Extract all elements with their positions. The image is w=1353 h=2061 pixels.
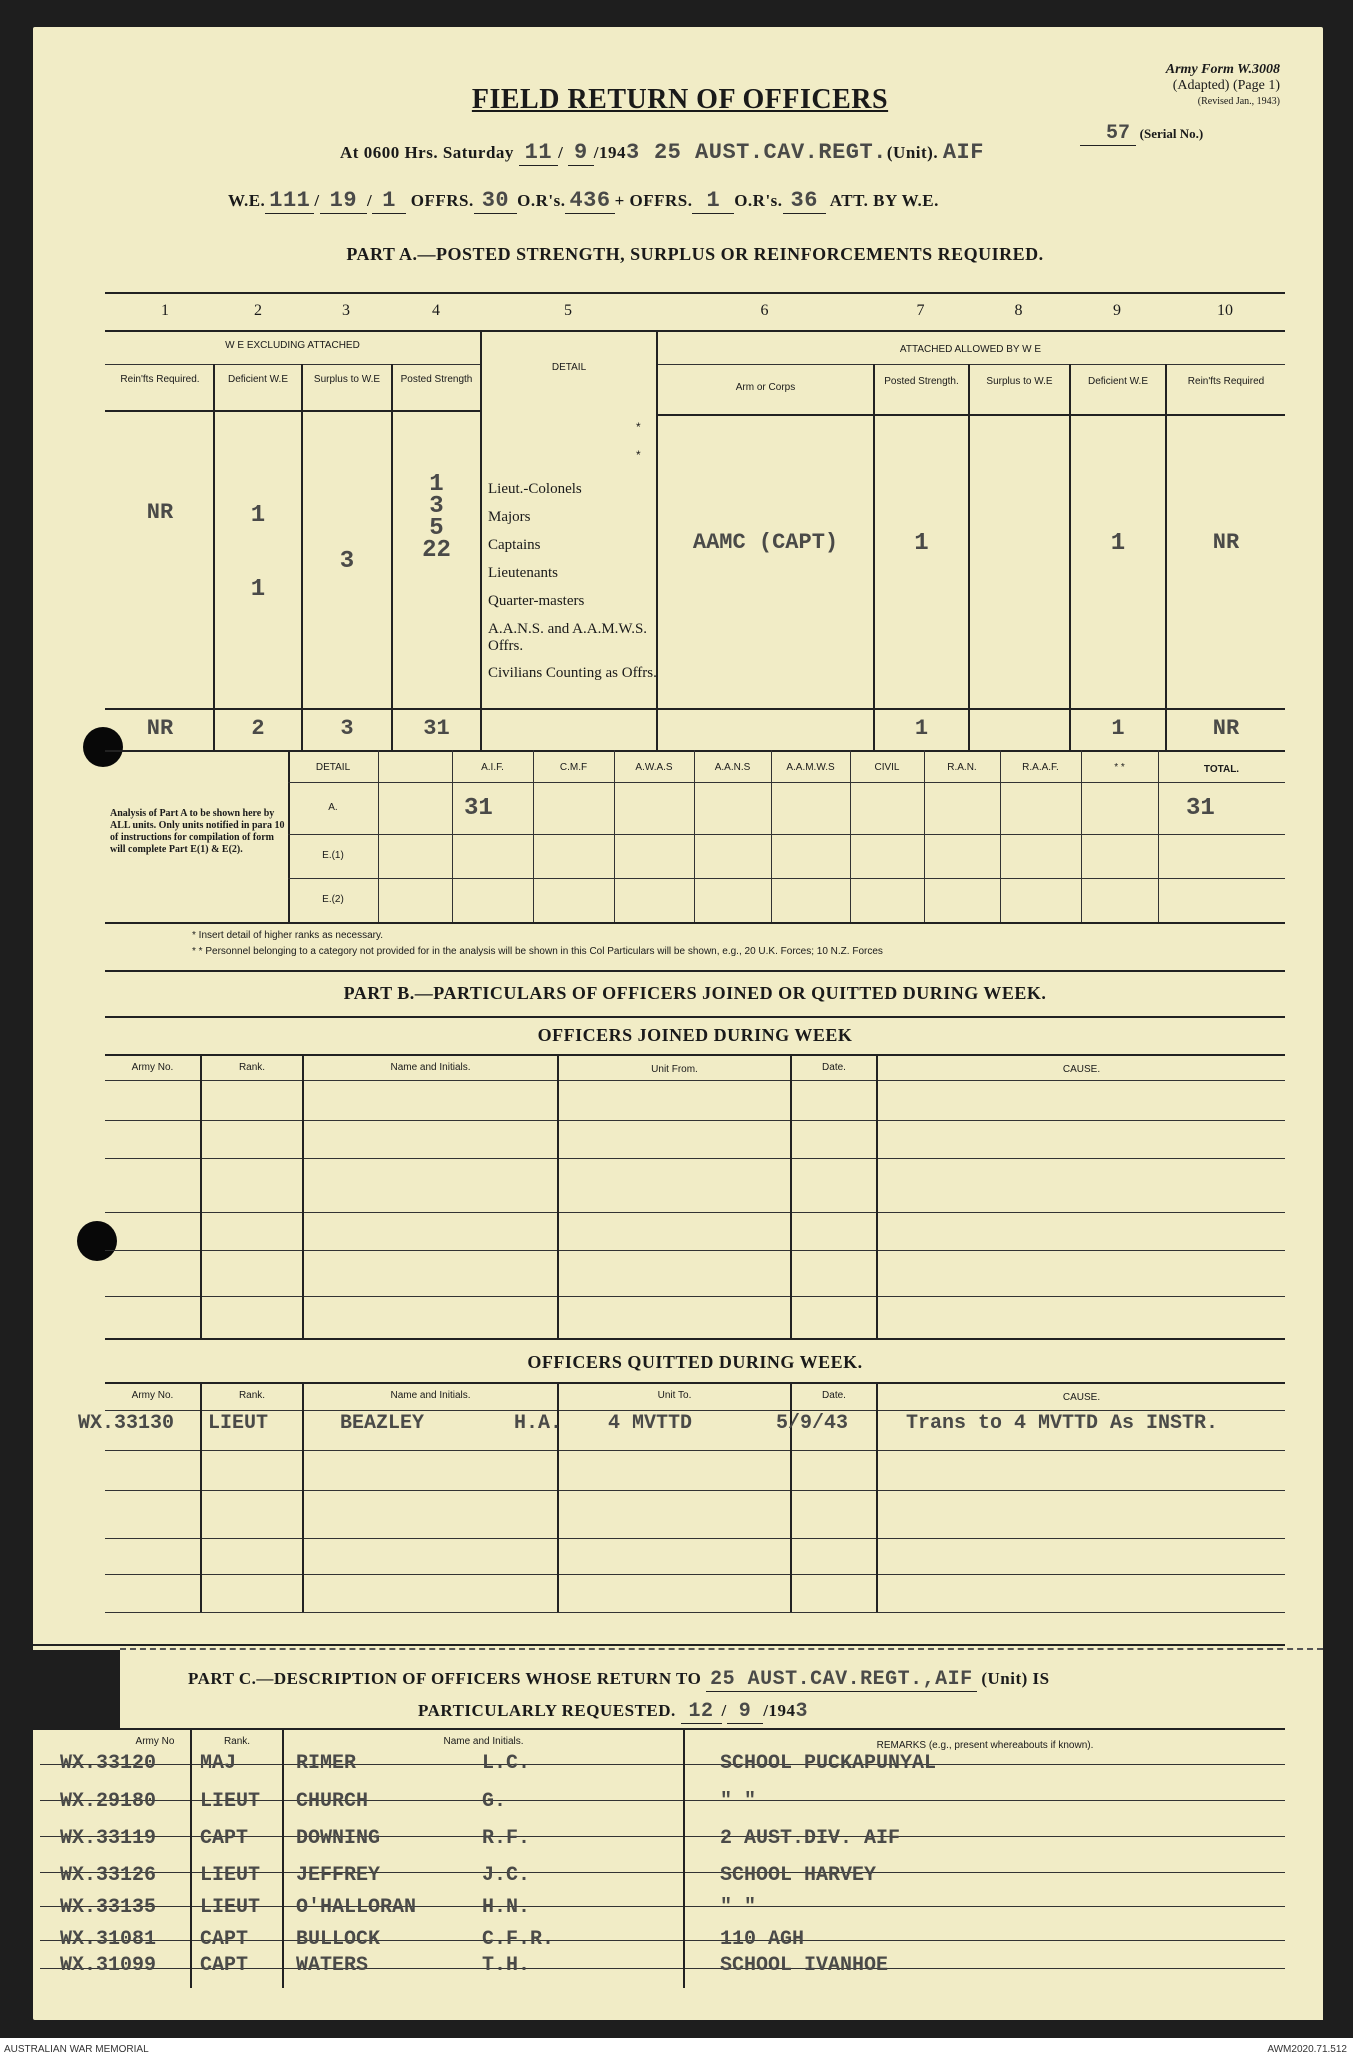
posted-values: [393, 471, 480, 564]
subhead: Deficient W.E: [1087, 376, 1149, 387]
punch-hole-bottom: [77, 1221, 117, 1261]
analysis-head: A.A.M.W.S: [786, 762, 835, 773]
attached-posted-value: 1: [914, 530, 929, 557]
quitted-initials: H.A.: [514, 1412, 563, 1435]
analysis-head: A.A.N.S: [714, 762, 751, 773]
total-value: NR: [146, 716, 174, 741]
quitted-head: Army No.: [131, 1390, 174, 1401]
part-c-cell-rank: CAPT: [200, 1954, 249, 1977]
joined-head: Unit From.: [651, 1064, 698, 1075]
part-c-cell-name: WATERS: [296, 1954, 369, 1977]
part-c-cell-name: RIMER: [296, 1752, 357, 1775]
total-value: 2: [251, 716, 265, 741]
form-revised: (Revised Jan., 1943): [1197, 96, 1280, 107]
part-c-cell-init: T.H.: [482, 1954, 531, 1977]
part-c-head: Rank.: [223, 1736, 251, 1747]
total-value: 31: [423, 716, 450, 741]
part-c-line1: [188, 1668, 1050, 1691]
part-c-cell-no: WX.31081: [60, 1928, 157, 1951]
we3-value: 1: [372, 188, 406, 214]
part-c-cell-rem: " ": [720, 1790, 757, 1813]
subhead: Posted Strength.: [884, 376, 959, 387]
analysis-head: A.W.A.S: [635, 762, 673, 773]
joined-title: OFFICERS JOINED DURING WEEK: [537, 1025, 853, 1045]
posted-value: 1: [429, 471, 444, 498]
part-c-cell-rank: MAJ: [200, 1752, 237, 1775]
part-c-cell-no: WX.33120: [60, 1752, 157, 1775]
ors2-label: O.R's.: [734, 191, 783, 210]
paper-cutout: [33, 1650, 123, 1730]
requested-label: PARTICULARLY REQUESTED.: [418, 1701, 676, 1720]
col-num: 4: [432, 302, 440, 319]
part-c-cell-name: BULLOCK: [296, 1928, 381, 1951]
part-c-month: 9: [727, 1700, 764, 1724]
we1-value: 111: [265, 188, 314, 214]
star-mark: *: [636, 448, 641, 462]
offrs2-value: 1: [692, 188, 734, 214]
attached-rein-value: NR: [1212, 530, 1240, 555]
footnote-1: * Insert detail of higher ranks as necessary.: [192, 930, 384, 941]
part-c-cell-rank: LIEUT: [200, 1896, 261, 1919]
quitted-head: Date.: [822, 1390, 846, 1401]
col-num: 1: [161, 302, 169, 319]
part-c-cell-rem: 110 AGH: [720, 1928, 805, 1951]
we-excluding-heading: W E EXCLUDING ATTACHED: [225, 340, 360, 351]
part-c-cell-name: O'HALLORAN: [296, 1896, 417, 1919]
rank-label: Majors: [488, 509, 531, 525]
analysis-head: R.A.A.F.: [1022, 762, 1059, 773]
total-analysis-value: 31: [1186, 795, 1215, 822]
part-c-cell-init: H.N.: [482, 1896, 531, 1919]
quitted-head: CAUSE.: [1062, 1392, 1101, 1403]
part-c-year: 3: [795, 1700, 809, 1723]
analysis-row-label: E.(1): [322, 850, 344, 861]
part-c-cell-name: CHURCH: [296, 1790, 369, 1813]
quitted-head: Unit To.: [657, 1390, 692, 1401]
part-c-cell-rank: LIEUT: [200, 1790, 261, 1813]
subhead: Rein'fts Required.: [120, 374, 200, 385]
part-c-label: PART C.—DESCRIPTION OF OFFICERS WHOSE RETURN TO: [188, 1669, 702, 1688]
part-c-cell-rem: SCHOOL HARVEY: [720, 1864, 877, 1887]
quitted-date: 5/9/43: [776, 1412, 849, 1435]
header-we-line: W.E. 111 / 19 / 1 OFFRS. 30 O.R's. 436 + OFFRS. 1 O.R's. 36 ATT. BY W.E.: [228, 188, 939, 213]
col-num: 7: [916, 302, 925, 319]
star-mark: *: [636, 420, 641, 434]
analysis-head: CIVIL: [874, 762, 900, 773]
part-c-cell-rank: LIEUT: [200, 1864, 261, 1887]
part-c-cell-no: WX.29180: [60, 1790, 157, 1813]
quitted-head: Rank.: [238, 1390, 266, 1401]
total-value: 1: [914, 716, 929, 741]
at-label: At 0600 Hrs. Saturday: [340, 143, 514, 162]
we-label: W.E.: [228, 191, 266, 210]
aif-value: 31: [464, 795, 493, 822]
analysis-head: DETAIL: [315, 762, 351, 773]
col-num: 10: [1217, 302, 1233, 319]
analysis-head: C.M.F: [559, 762, 588, 773]
joined-head: Name and Initials.: [390, 1062, 471, 1073]
part-c-line2: PARTICULARLY REQUESTED. 12 / 9 /1943: [418, 1700, 809, 1723]
rank-label: A.A.N.S. and A.A.M.W.S. Offrs.: [488, 621, 648, 654]
quitted-unit: 4 MVTTD: [608, 1412, 693, 1435]
footer: [0, 2038, 1353, 2061]
quitted-rank: LIEUT: [208, 1412, 269, 1435]
part-c-cell-rank: CAPT: [200, 1928, 249, 1951]
footer-right: AWM2020.71.512: [1267, 2044, 1347, 2055]
analysis-row-label: E.(2): [322, 894, 344, 905]
posted-value: 5: [429, 515, 444, 542]
col-num: 8: [1014, 302, 1023, 319]
part-a-title: PART A.—POSTED STRENGTH, SURPLUS OR REINFORCEMENTS REQUIRED.: [346, 244, 1044, 264]
we2-value: 19: [320, 188, 367, 214]
footer-left: AUSTRALIAN WAR MEMORIAL: [4, 2044, 149, 2055]
quitted-name: BEAZLEY: [340, 1412, 425, 1435]
quitted-title: OFFICERS QUITTED DURING WEEK.: [527, 1352, 863, 1372]
col-num: 2: [254, 302, 262, 319]
serial-label: (Serial No.): [1139, 126, 1204, 141]
plus-sign: +: [614, 191, 625, 210]
part-c-cell-rem: " ": [720, 1896, 757, 1919]
part-c-cell-no: WX.33126: [60, 1864, 157, 1887]
analysis-head: A.I.F.: [481, 762, 504, 773]
col-num: 9: [1113, 302, 1121, 319]
joined-head: Date.: [822, 1062, 846, 1073]
col-num: 3: [342, 302, 350, 319]
rank-label: Captains: [488, 537, 541, 553]
part-c-cell-init: C.F.R.: [482, 1928, 555, 1951]
form-id: Army Form W.3008: [1165, 62, 1280, 77]
total-value: NR: [1212, 716, 1240, 741]
ors-label: O.R's.: [517, 191, 566, 210]
total-value: 1: [1111, 716, 1125, 741]
part-c-cell-rem: SCHOOL PUCKAPUNYAL: [720, 1752, 937, 1775]
subhead: Posted Strength: [400, 374, 473, 385]
year-digit: 3: [625, 140, 640, 165]
part-c-cell-name: JEFFREY: [296, 1864, 381, 1887]
quitted-head: Name and Initials.: [390, 1390, 471, 1401]
day-value: 11: [519, 140, 558, 166]
quitted-cause: Trans to 4 MVTTD As INSTR.: [906, 1412, 1219, 1435]
unit-suffix: AIF: [942, 140, 984, 165]
part-c-cell-init: L.C.: [482, 1752, 531, 1775]
part-c-head: Army No: [135, 1736, 175, 1747]
ors-value: 436: [565, 188, 614, 214]
rank-label: Quarter-masters: [488, 593, 585, 609]
posted-value: 3: [429, 493, 444, 520]
part-c-cell-init: G.: [482, 1790, 507, 1813]
analysis-head: TOTAL.: [1203, 764, 1240, 775]
part-c-cell-name: DOWNING: [296, 1827, 381, 1850]
subhead: Surplus to W.E: [313, 374, 381, 385]
total-value: 3: [340, 716, 354, 741]
offrs2-label: OFFRS.: [629, 191, 693, 210]
posted-value: 22: [422, 537, 451, 564]
subhead: Arm or Corps: [735, 382, 796, 393]
part-c-cell-no: WX.33135: [60, 1896, 157, 1919]
part-c-cell-rem: SCHOOL IVANHOE: [720, 1954, 889, 1977]
part-c-cell-rank: CAPT: [200, 1827, 249, 1850]
analysis-head: R.A.N.: [947, 762, 977, 773]
deficient-value: 1: [250, 576, 266, 603]
part-c-head: REMARKS (e.g., present whereabouts if known).: [876, 1740, 1094, 1751]
detail-heading: DETAIL: [551, 362, 587, 373]
joined-head: Rank.: [238, 1062, 266, 1073]
rank-label: Civilians Counting as Offrs.: [488, 665, 657, 681]
part-c-cell-rem: 2 AUST.DIV. AIF: [720, 1827, 901, 1850]
analysis-note: Analysis of Part A to be shown here by ALL units. Only units notified in para 10 of instructions for compilation of form will complete Part E(1) & E(2).: [110, 808, 285, 855]
analysis-head: * *: [1114, 762, 1125, 773]
col-num: 6: [760, 302, 769, 319]
part-c-cell-no: WX.33119: [60, 1827, 157, 1850]
form-adapted: (Adapted) (Page 1): [1172, 78, 1280, 93]
part-c-day: 12: [681, 1700, 722, 1724]
part-b-title: PART B.—PARTICULARS OF OFFICERS JOINED OR QUITTED DURING WEEK.: [343, 983, 1047, 1003]
rank-label: Lieutenants: [488, 565, 558, 581]
part-c-unit: 25 AUST.CAV.REGT.,AIF: [706, 1668, 977, 1692]
month-value: 9: [568, 140, 594, 166]
part-c-cell-init: R.F.: [482, 1827, 531, 1850]
deficient-value: 1: [250, 502, 266, 529]
page-title: FIELD RETURN OF OFFICERS: [471, 84, 889, 115]
part-c-year-prefix: /194: [763, 1701, 796, 1720]
header-date-line: At 0600 Hrs. Saturday 11 / 9 /1943 25 AUST.CAV.REGT.(Unit). AIF: [340, 140, 984, 165]
serial-number: [1080, 122, 1280, 145]
rank-list: [488, 475, 658, 682]
serial-value: 57: [1080, 122, 1136, 146]
joined-head: CAUSE.: [1062, 1064, 1101, 1075]
part-c-cell-init: J.C.: [482, 1864, 531, 1887]
unit-value: 25 AUST.CAV.REGT.: [653, 140, 887, 165]
attached-deficient-value: 1: [1110, 530, 1126, 557]
col-num: 5: [564, 302, 572, 319]
joined-head: Army No.: [131, 1062, 174, 1073]
part-c-unit-label: (Unit) IS: [981, 1669, 1050, 1688]
rein-value: NR: [146, 500, 174, 525]
rank-label: Lieut.-Colonels: [488, 481, 582, 497]
surplus-value: 3: [339, 548, 355, 575]
offrs-value: 30: [474, 188, 517, 214]
attached-heading: ATTACHED ALLOWED BY W E: [899, 344, 1042, 355]
unit-label: (Unit).: [886, 143, 939, 162]
subhead: Deficient W.E: [227, 374, 289, 385]
part-c-cell-no: WX.31099: [60, 1954, 157, 1977]
column-numbers: [105, 302, 1285, 322]
offrs-label: OFFRS.: [410, 191, 474, 210]
ors2-value: 36: [783, 188, 826, 214]
att-label: ATT. BY W.E.: [829, 191, 939, 210]
subhead: Rein'fts Required: [1187, 376, 1265, 387]
year-prefix: /194: [593, 143, 626, 162]
analysis-row-label: A.: [328, 802, 338, 813]
part-c-head: Name and Initials.: [443, 1736, 524, 1747]
quitted-army-no: WX.33130: [78, 1412, 175, 1435]
footnote-2: * * Personnel belonging to a category not provided for in the analysis will be shown in this Col Particulars will be shown, e.g., 20 U.K. Forces; 10 N.Z. Forces: [192, 946, 883, 957]
form-id-block: [1050, 62, 1280, 110]
subhead: Surplus to W.E: [986, 376, 1053, 387]
arm-corps-value: AAMC (CAPT): [692, 530, 839, 555]
